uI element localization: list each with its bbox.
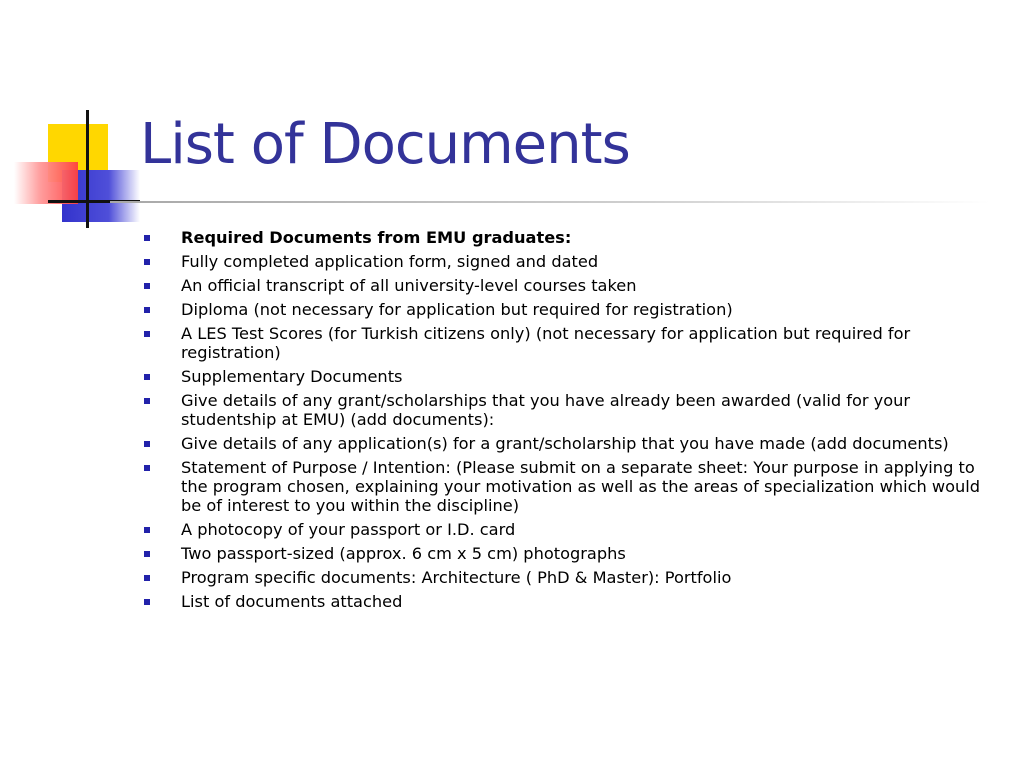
- list-item-text: Diploma (not necessary for application but required for registration): [181, 300, 733, 319]
- list-item: [140, 391, 990, 429]
- vertical-line: [86, 110, 89, 228]
- list-item: [140, 252, 990, 271]
- document-list: [140, 228, 990, 616]
- list-item-text: Two passport-sized (approx. 6 cm x 5 cm) photographs: [181, 544, 626, 563]
- title-divider: [110, 201, 990, 203]
- list-item-text: Required Documents from EMU graduates:: [181, 228, 572, 247]
- list-item-text: Program specific documents: Architecture ( PhD & Master): Portfolio: [181, 568, 732, 587]
- square-bullet-icon: [144, 575, 150, 581]
- list-item-text: An official transcript of all university-level courses taken: [181, 276, 637, 295]
- square-bullet-icon: [144, 441, 150, 447]
- list-item: [140, 458, 990, 515]
- square-bullet-icon: [144, 374, 150, 380]
- list-item: [140, 520, 990, 539]
- square-bullet-icon: [144, 398, 150, 404]
- list-item-text: Give details of any grant/scholarships that you have already been awarded (valid for your studentship at EMU) (add documents):: [181, 391, 911, 429]
- square-bullet-icon: [144, 527, 150, 533]
- list-item: [140, 228, 990, 247]
- slide-title: List of Documents: [140, 112, 630, 177]
- square-bullet-icon: [144, 331, 150, 337]
- square-bullet-icon: [144, 235, 150, 241]
- list-item: [140, 592, 990, 611]
- square-bullet-icon: [144, 283, 150, 289]
- list-item: [140, 276, 990, 295]
- list-item-text: A photocopy of your passport or I.D. card: [181, 520, 516, 539]
- list-item: [140, 544, 990, 563]
- corner-logo-graphic: [0, 0, 140, 230]
- square-bullet-icon: [144, 465, 150, 471]
- square-bullet-icon: [144, 307, 150, 313]
- list-item: [140, 367, 990, 386]
- square-bullet-icon: [144, 599, 150, 605]
- list-item-text: A LES Test Scores (for Turkish citizens only) (not necessary for application but required for registration): [181, 324, 911, 362]
- square-bullet-icon: [144, 259, 150, 265]
- list-item-text: Statement of Purpose / Intention: (Please submit on a separate sheet: Your purpose in applying to the program chosen, explaining your motivation as well as the areas of specialization which would be of interest to you within the discipline): [181, 458, 981, 515]
- list-item-text: Supplementary Documents: [181, 367, 403, 386]
- list-item-text: Fully completed application form, signed and dated: [181, 252, 599, 271]
- red-square: [14, 162, 78, 204]
- list-item: [140, 568, 990, 587]
- list-item-text: List of documents attached: [181, 592, 403, 611]
- list-item: [140, 434, 990, 453]
- list-item-text: Give details of any application(s) for a grant/scholarship that you have made (add documents): [181, 434, 949, 453]
- list-item: [140, 324, 990, 362]
- list-item: [140, 300, 990, 319]
- square-bullet-icon: [144, 551, 150, 557]
